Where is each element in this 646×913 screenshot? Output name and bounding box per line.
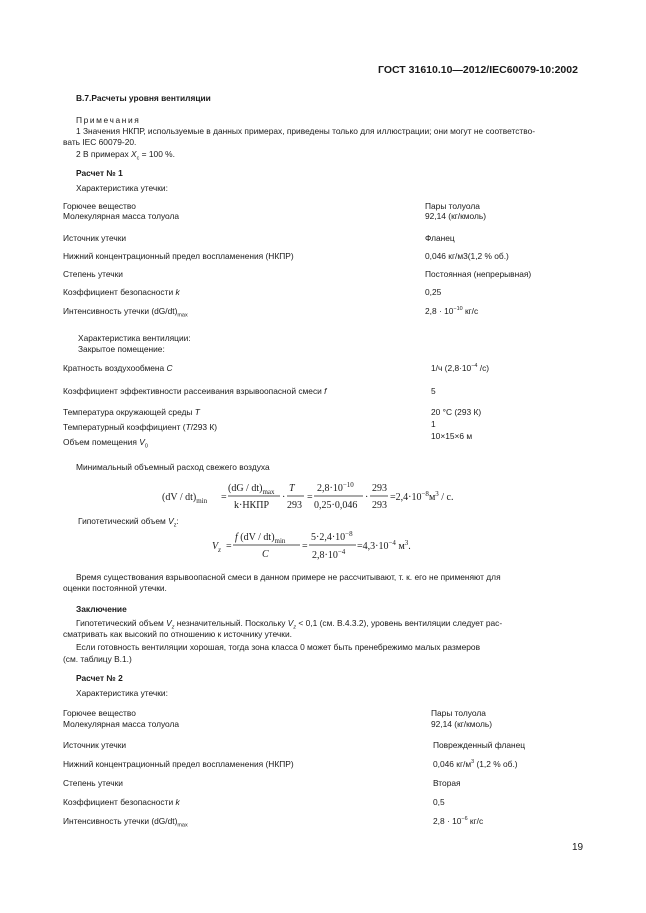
formula2-frac2-num: $5\cdot 2,4\cdot 10^{-8}$ xyxy=(311,530,353,543)
conclusion-heading: Заключение xyxy=(76,604,127,614)
calc2-row-value: 0,046 $кг/м^3$ (1,2 % об.) xyxy=(433,759,518,769)
formula-hyp-volume xyxy=(210,527,440,563)
formula2-frac1-den: C xyxy=(262,549,269,560)
calc2-row-label: Коэффициент безопасности k xyxy=(63,797,180,807)
calc1-vent-label: Кратность воздухообмена C xyxy=(63,363,173,373)
formula2-frac2-den: $2,8\cdot 10^{-4}$ xyxy=(312,548,346,561)
formula1-frac3-den: 0,25·0,046 xyxy=(314,500,358,511)
calc1-row-value: 0,046 кг/м3(1,2 % об.) xyxy=(425,251,509,261)
calc1-row-label: Нижний концентрационный предел воспламенения (НКПР) xyxy=(63,251,294,261)
calc2-row-label: Молекулярная масса толуола xyxy=(63,719,180,729)
document-header: ГОСТ 31610.10—2012/IEC60079-10:2002 xyxy=(378,64,578,76)
formula1-lhs: $(dV / dt)_{min}$ xyxy=(162,492,208,505)
conclusion-p1-line-1: Гипотетический объем $V_z$ незначительный. Поскольку $V_z < 0,1$ (см. В.4.3.2), уровень вентиляции следует рас- xyxy=(76,618,503,631)
formula1-dot: · xyxy=(282,492,286,503)
note-2: 2 В примерах $X_c = 100$ %. xyxy=(76,149,175,162)
calc2-leak-heading: Характеристика утечки: xyxy=(76,688,168,698)
formula2-frac1-num: f $(dV / dt)_{min}$ xyxy=(235,532,286,545)
formula2-lhs: $V_z$ xyxy=(212,541,221,554)
formula1-frac2-den: 293 xyxy=(287,500,302,511)
section-title: В.7.Расчеты уровня вентиляции xyxy=(76,93,211,103)
calc2-row-value: Поврежденный фланец xyxy=(433,740,526,750)
calc1-row-label: Коэффициент безопасности k xyxy=(63,287,180,297)
calc1-row-value: 92,14 (кг/кмоль) xyxy=(425,211,487,221)
note-1-line-2: вать IEC 60079-20. xyxy=(63,137,137,147)
calc1-vent-value: 5 xyxy=(431,386,436,396)
formula1-frac3-num: $2,8\cdot 10^{-10}$ xyxy=(317,481,354,494)
calc1-vent-label: Температура окружающей среды T xyxy=(63,407,200,417)
calc2-row-value: Вторая xyxy=(433,778,461,788)
calc2-row-label: Интенсивность утечки $(dG/dt)_{max}$ xyxy=(63,816,188,829)
calc1-row-value: Фланец xyxy=(425,233,455,243)
formula2-result: $=4,3\cdot 10^{-4}$ $м^3$. xyxy=(357,539,411,552)
formula2-eq: = xyxy=(226,541,232,552)
page-number: 19 xyxy=(572,842,584,853)
calc2-row-label: Источник утечки xyxy=(63,740,127,750)
calc1-vent-heading: Характеристика вентиляции: xyxy=(78,333,191,343)
conclusion-p2-line-2: (см. таблицу В.1.) xyxy=(63,654,132,664)
formula-min-flow xyxy=(160,478,480,514)
formula1-eq: = xyxy=(307,492,313,503)
calc2-row-value: $2,8 \cdot 10^{-6}$ кг/с xyxy=(433,816,484,826)
calc1-vent-label: Коэффициент эффективности рассеивания взрывоопасной смеси f xyxy=(63,386,327,396)
note-1-line-1: 1 Значения НКПР, используемые в данных примерах, приведены только для иллюстрации; они могут не соответство- xyxy=(76,126,536,136)
calc1-row-label: Горючее вещество xyxy=(63,201,136,211)
calc1-row-value: 0,25 xyxy=(425,287,442,297)
calc2-row-value: 0,5 xyxy=(433,797,445,807)
formula1-dot: · xyxy=(365,492,369,503)
hyp-volume-text: Гипотетический объем $V_z$: xyxy=(78,516,179,529)
calc1-row-label: Молекулярная масса толуола xyxy=(63,211,180,221)
calc2-row-label: Степень утечки xyxy=(63,778,123,788)
calc1-room-heading: Закрытое помещение: xyxy=(78,344,165,354)
calc2-heading: Расчет № 2 xyxy=(76,673,123,683)
calc1-leak-heading: Характеристика утечки: xyxy=(76,183,168,193)
calc1-vent-label: Температурный коэффициент (T/293 К) xyxy=(63,422,217,432)
calc1-vent-value: 1/ч ($2,8\cdot 10^{-4}$ /с) xyxy=(431,363,490,373)
min-flow-text: Минимальный объемный расход свежего воздуха xyxy=(76,462,270,472)
calc1-vent-value: 20 °С (293 К) xyxy=(431,407,482,417)
formula1-result: $=2,4\cdot 10^{-8}м^3 / с$. xyxy=(390,490,454,503)
existence-line-1: Время существования взрывоопасной смеси в данном примере не рассчитывают, т. к. его не применяют для xyxy=(76,572,501,582)
formula1-frac1-den: k·НКПР xyxy=(234,500,270,511)
formula1-frac1-num: $(dG / dt)_{max}$ xyxy=(228,483,275,496)
formula1-eq: = xyxy=(221,492,227,503)
calc1-row-value: $2,8 \cdot 10^{-10}$ кг/с xyxy=(425,306,479,316)
calc1-vent-value: 10×15×6 м xyxy=(431,431,473,441)
calc2-row-label: Горючее вещество xyxy=(63,708,136,718)
calc2-row-label: Нижний концентрационный предел воспламенения (НКПР) xyxy=(63,759,294,769)
formula1-frac4-num: 293 xyxy=(372,483,387,494)
calc2-row-value: Пары толуола xyxy=(431,708,486,718)
formula1-frac2-num: T xyxy=(289,483,295,494)
calc1-vent-label: Объем помещения $V_0$ xyxy=(63,437,148,450)
calc1-row-label: Интенсивность утечки $(dG/dt)_{max}$ xyxy=(63,306,188,319)
calc1-row-value: Пары толуола xyxy=(425,201,480,211)
conclusion-p2-line-1: Если готовность вентиляции хорошая, тогда зона класса 0 может быть пренебрежимо малых размеров xyxy=(76,642,481,652)
conclusion-p1-line-2: сматривать как высокий по отношению к источнику утечки. xyxy=(63,629,292,639)
notes-heading: Примечания xyxy=(76,115,141,125)
calc1-row-value: Постоянная (непрерывная) xyxy=(425,269,532,279)
calc1-row-label: Степень утечки xyxy=(63,269,123,279)
calc1-row-label: Источник утечки xyxy=(63,233,127,243)
existence-line-2: оценки постоянной утечки. xyxy=(63,583,167,593)
formula1-frac4-den: 293 xyxy=(372,500,387,511)
formula2-eq: = xyxy=(302,541,308,552)
calc2-row-value: 92,14 (кг/кмоль) xyxy=(431,719,493,729)
calc1-heading: Расчет № 1 xyxy=(76,168,123,178)
calc1-vent-value: 1 xyxy=(431,419,436,429)
